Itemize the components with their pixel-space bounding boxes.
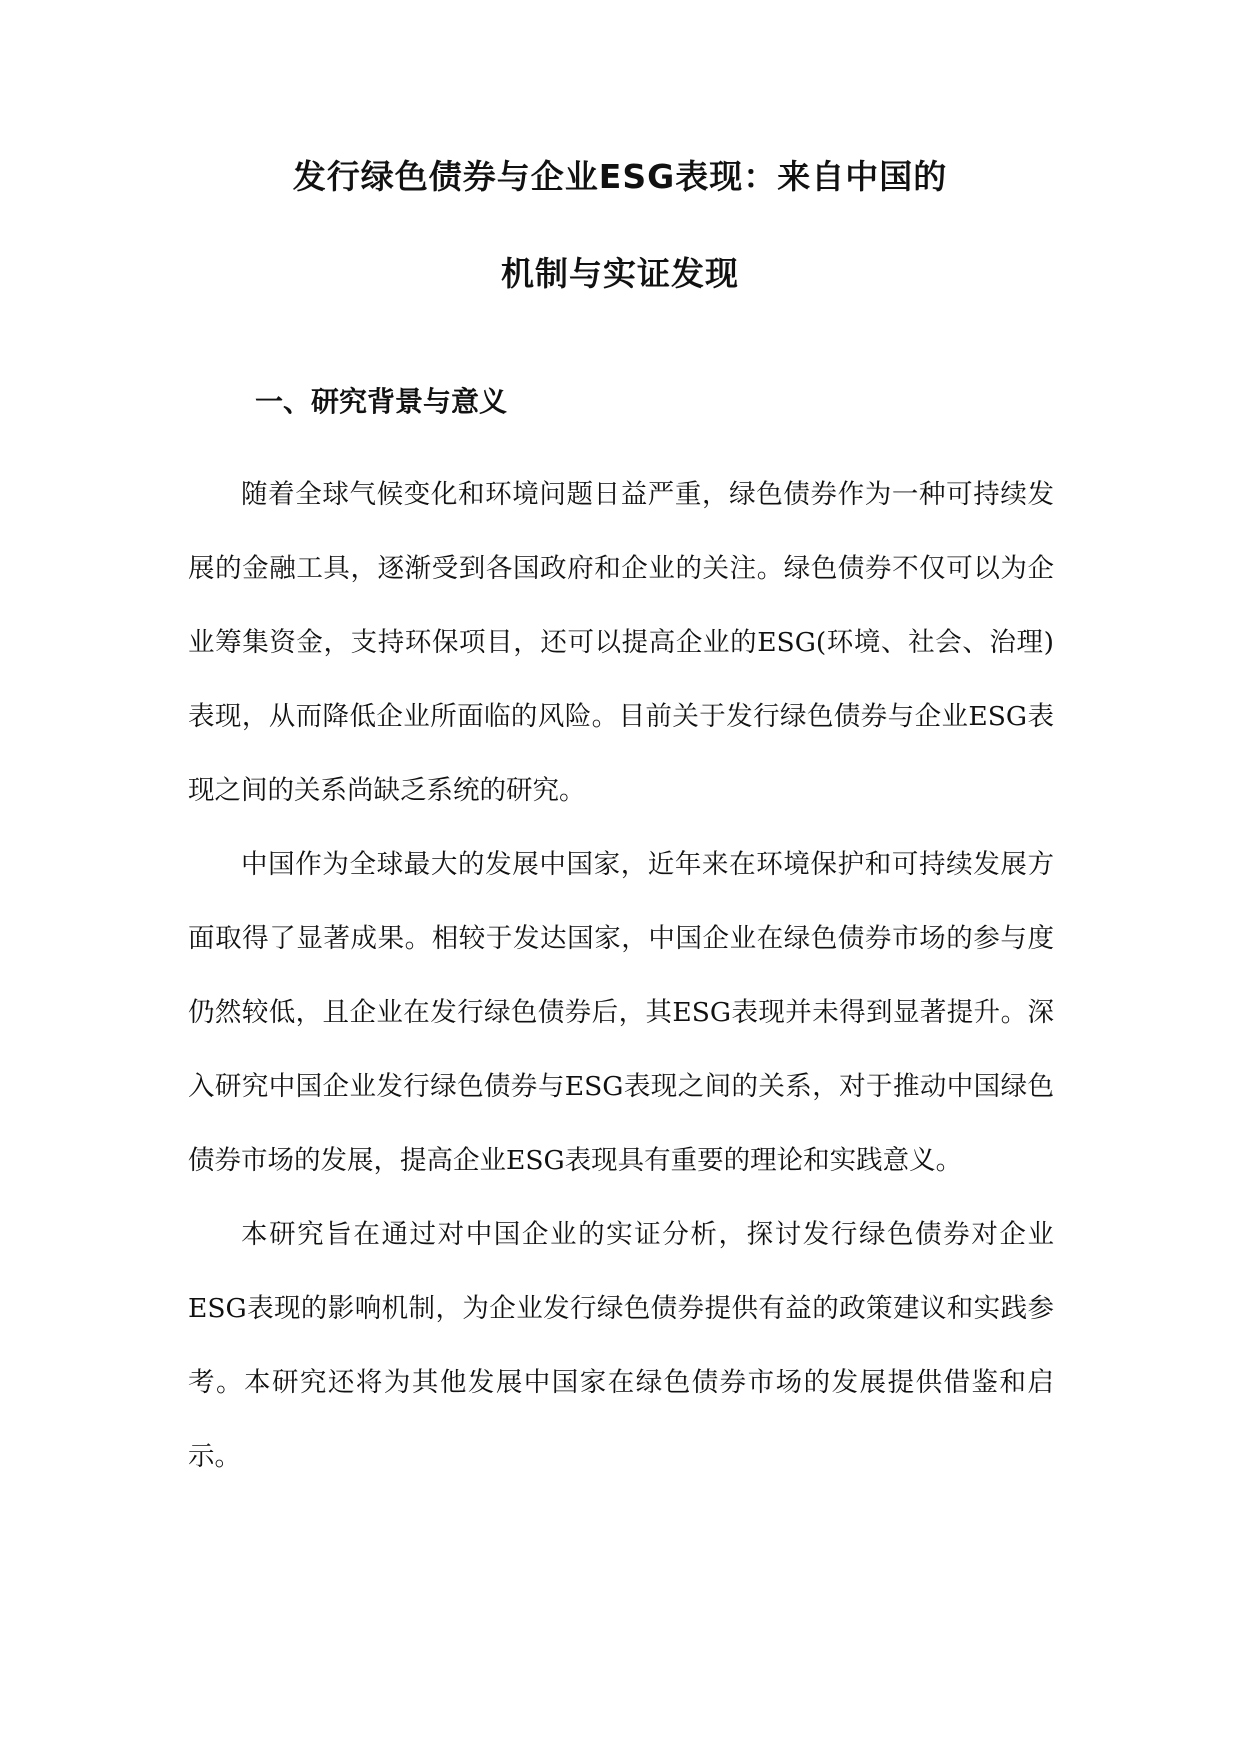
document-title-line-2: 机制与实证发现 — [501, 254, 739, 293]
body-text — [188, 458, 1054, 1494]
paragraph-3: 本研究旨在通过对中国企业的实证分析，探讨发行绿色债券对企业ESG表现的影响机制，为企业发行绿色债券提供有益的政策建议和实践参考。本研究还将为其他发展中国家在绿色债券市场的发展提供借鉴和启示。 — [188, 1219, 1054, 1472]
paragraph-1: 随着全球气候变化和环境问题日益严重，绿色债券作为一种可持续发展的金融工具，逐渐受到各国政府和企业的关注。绿色债券不仅可以为企业筹集资金，支持环保项目，还可以提高企业的ESG(环境、社会、治理)表现，从而降低企业所面临的风险。目前关于发行绿色债券与企业ESG表现之间的关系尚缺乏系统的研究。 — [188, 479, 1054, 806]
section-heading: 一、研究背景与意义 — [255, 385, 508, 418]
document-title-line-1: 发行绿色债券与企业ESG表现：来自中国的 — [292, 157, 948, 196]
paragraph-2: 中国作为全球最大的发展中国家，近年来在环境保护和可持续发展方面取得了显著成果。相较于发达国家，中国企业在绿色债券市场的参与度仍然较低，且企业在发行绿色债券后，其ESG表现并未得到显著提升。深入研究中国企业发行绿色债券与ESG表现之间的关系，对于推动中国绿色债券市场的发展，提高企业ESG表现具有重要的理论和实践意义。 — [188, 849, 1054, 1176]
